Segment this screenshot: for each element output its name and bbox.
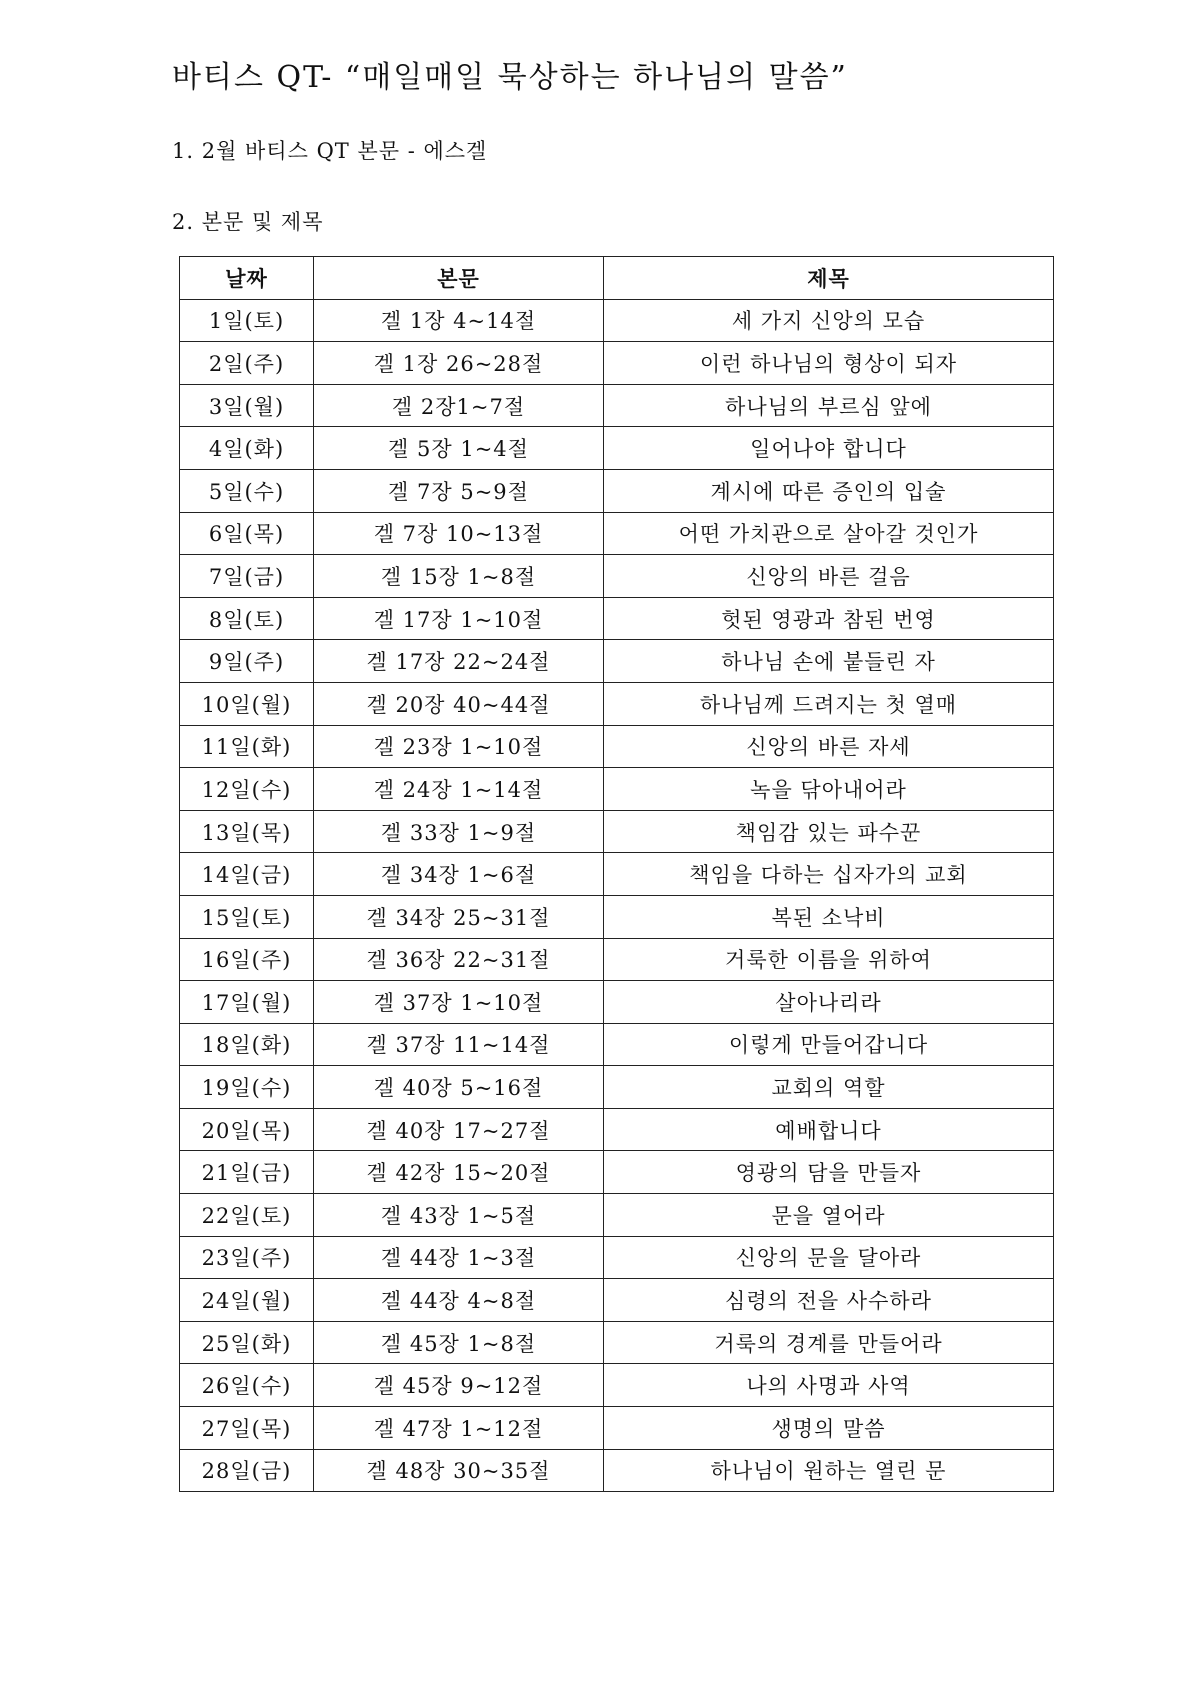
qt-schedule-table: [179, 256, 1054, 1492]
table-row: [180, 597, 1054, 640]
title-cell: 세 가지 신앙의 모습: [604, 299, 1054, 342]
table-row: [180, 1066, 1054, 1109]
date-cell: 28일(금): [180, 1449, 314, 1492]
date-cell: 2일(주): [180, 342, 314, 385]
table-row: [180, 725, 1054, 768]
date-cell: 22일(토): [180, 1194, 314, 1237]
scripture-cell: 겔 7장 5~9절: [314, 469, 604, 512]
scripture-cell: 겔 34장 25~31절: [314, 895, 604, 938]
table-row: [180, 1194, 1054, 1237]
scripture-cell: 겔 40장 17~27절: [314, 1108, 604, 1151]
date-cell: 3일(월): [180, 384, 314, 427]
title-cell: 하나님의 부르심 앞에: [604, 384, 1054, 427]
title-cell: 거룩의 경계를 만들어라: [604, 1321, 1054, 1364]
date-cell: 6일(목): [180, 512, 314, 555]
date-cell: 12일(수): [180, 768, 314, 811]
scripture-cell: 겔 33장 1~9절: [314, 810, 604, 853]
table-body: [180, 299, 1054, 1492]
table-row: [180, 555, 1054, 598]
scripture-cell: 겔 42장 15~20절: [314, 1151, 604, 1194]
date-cell: 18일(화): [180, 1023, 314, 1066]
title-cell: 복된 소낙비: [604, 895, 1054, 938]
scripture-cell: 겔 44장 4~8절: [314, 1279, 604, 1322]
scripture-cell: 겔 44장 1~3절: [314, 1236, 604, 1279]
scripture-cell: 겔 40장 5~16절: [314, 1066, 604, 1109]
date-cell: 23일(주): [180, 1236, 314, 1279]
date-cell: 5일(수): [180, 469, 314, 512]
scripture-cell: 겔 45장 9~12절: [314, 1364, 604, 1407]
title-cell: 책임감 있는 파수꾼: [604, 810, 1054, 853]
date-cell: 15일(토): [180, 895, 314, 938]
scripture-cell: 겔 1장 26~28절: [314, 342, 604, 385]
title-cell: 교회의 역할: [604, 1066, 1054, 1109]
date-cell: 27일(목): [180, 1407, 314, 1450]
section-heading-text-source: 1. 2월 바티스 QT 본문 - 에스겔: [172, 139, 488, 163]
date-cell: 1일(토): [180, 299, 314, 342]
table-row: [180, 1364, 1054, 1407]
title-cell: 하나님이 원하는 열린 문: [604, 1449, 1054, 1492]
title-cell: 하나님께 드려지는 첫 열매: [604, 682, 1054, 725]
header-date: 날짜: [180, 257, 314, 300]
scripture-cell: 겔 37장 11~14절: [314, 1023, 604, 1066]
date-cell: 11일(화): [180, 725, 314, 768]
table-row: [180, 640, 1054, 683]
title-cell: 거룩한 이름을 위하여: [604, 938, 1054, 981]
scripture-cell: 겔 45장 1~8절: [314, 1321, 604, 1364]
table-row: [180, 512, 1054, 555]
date-cell: 24일(월): [180, 1279, 314, 1322]
scripture-cell: 겔 5장 1~4절: [314, 427, 604, 470]
table-row: [180, 427, 1054, 470]
table-row: [180, 342, 1054, 385]
title-cell: 신앙의 바른 걸음: [604, 555, 1054, 598]
table-row: [180, 895, 1054, 938]
date-cell: 8일(토): [180, 597, 314, 640]
table-row: [180, 384, 1054, 427]
date-cell: 13일(목): [180, 810, 314, 853]
scripture-cell: 겔 34장 1~6절: [314, 853, 604, 896]
title-cell: 헛된 영광과 참된 번영: [604, 597, 1054, 640]
date-cell: 7일(금): [180, 555, 314, 598]
scripture-cell: 겔 23장 1~10절: [314, 725, 604, 768]
table-row: [180, 1023, 1054, 1066]
table-row: [180, 1236, 1054, 1279]
scripture-cell: 겔 24장 1~14절: [314, 768, 604, 811]
table-row: [180, 1407, 1054, 1450]
table-row: [180, 1151, 1054, 1194]
date-cell: 17일(월): [180, 981, 314, 1024]
table-row: [180, 299, 1054, 342]
date-cell: 4일(화): [180, 427, 314, 470]
date-cell: 10일(월): [180, 682, 314, 725]
table-row: [180, 938, 1054, 981]
table-row: [180, 1108, 1054, 1151]
scripture-cell: 겔 43장 1~5절: [314, 1194, 604, 1237]
title-cell: 신앙의 바른 자세: [604, 725, 1054, 768]
document-title: 바티스 QT- “매일매일 묵상하는 하나님의 말씀”: [172, 60, 848, 95]
title-cell: 계시에 따른 증인의 입술: [604, 469, 1054, 512]
date-cell: 21일(금): [180, 1151, 314, 1194]
date-cell: 9일(주): [180, 640, 314, 683]
table-row: [180, 981, 1054, 1024]
title-cell: 예배합니다: [604, 1108, 1054, 1151]
scripture-cell: 겔 37장 1~10절: [314, 981, 604, 1024]
header-text: 본문: [314, 257, 604, 300]
header-title: 제목: [604, 257, 1054, 300]
title-cell: 책임을 다하는 십자가의 교회: [604, 853, 1054, 896]
title-cell: 살아나리라: [604, 981, 1054, 1024]
scripture-cell: 겔 17장 22~24절: [314, 640, 604, 683]
date-cell: 20일(목): [180, 1108, 314, 1151]
table-row: [180, 810, 1054, 853]
scripture-cell: 겔 2장1~7절: [314, 384, 604, 427]
title-cell: 하나님 손에 붙들린 자: [604, 640, 1054, 683]
table-row: [180, 682, 1054, 725]
date-cell: 14일(금): [180, 853, 314, 896]
title-cell: 신앙의 문을 달아라: [604, 1236, 1054, 1279]
scripture-cell: 겔 47장 1~12절: [314, 1407, 604, 1450]
table-row: [180, 1279, 1054, 1322]
title-cell: 이런 하나님의 형상이 되자: [604, 342, 1054, 385]
title-cell: 나의 사명과 사역: [604, 1364, 1054, 1407]
scripture-cell: 겔 36장 22~31절: [314, 938, 604, 981]
title-cell: 영광의 담을 만들자: [604, 1151, 1054, 1194]
title-cell: 심령의 전을 사수하라: [604, 1279, 1054, 1322]
date-cell: 26일(수): [180, 1364, 314, 1407]
title-cell: 어떤 가치관으로 살아갈 것인가: [604, 512, 1054, 555]
table-header-row: [180, 257, 1054, 300]
scripture-cell: 겔 20장 40~44절: [314, 682, 604, 725]
scripture-cell: 겔 17장 1~10절: [314, 597, 604, 640]
scripture-cell: 겔 1장 4~14절: [314, 299, 604, 342]
scripture-cell: 겔 48장 30~35절: [314, 1449, 604, 1492]
title-cell: 문을 열어라: [604, 1194, 1054, 1237]
table-row: [180, 469, 1054, 512]
title-cell: 녹을 닦아내어라: [604, 768, 1054, 811]
title-cell: 이렇게 만들어갑니다: [604, 1023, 1054, 1066]
scripture-cell: 겔 7장 10~13절: [314, 512, 604, 555]
scripture-cell: 겔 15장 1~8절: [314, 555, 604, 598]
table-row: [180, 1321, 1054, 1364]
date-cell: 16일(주): [180, 938, 314, 981]
title-cell: 생명의 말씀: [604, 1407, 1054, 1450]
date-cell: 25일(화): [180, 1321, 314, 1364]
section-heading-text-and-title: 2. 본문 및 제목: [172, 210, 324, 234]
table-row: [180, 853, 1054, 896]
table-row: [180, 768, 1054, 811]
title-cell: 일어나야 합니다: [604, 427, 1054, 470]
table-row: [180, 1449, 1054, 1492]
date-cell: 19일(수): [180, 1066, 314, 1109]
